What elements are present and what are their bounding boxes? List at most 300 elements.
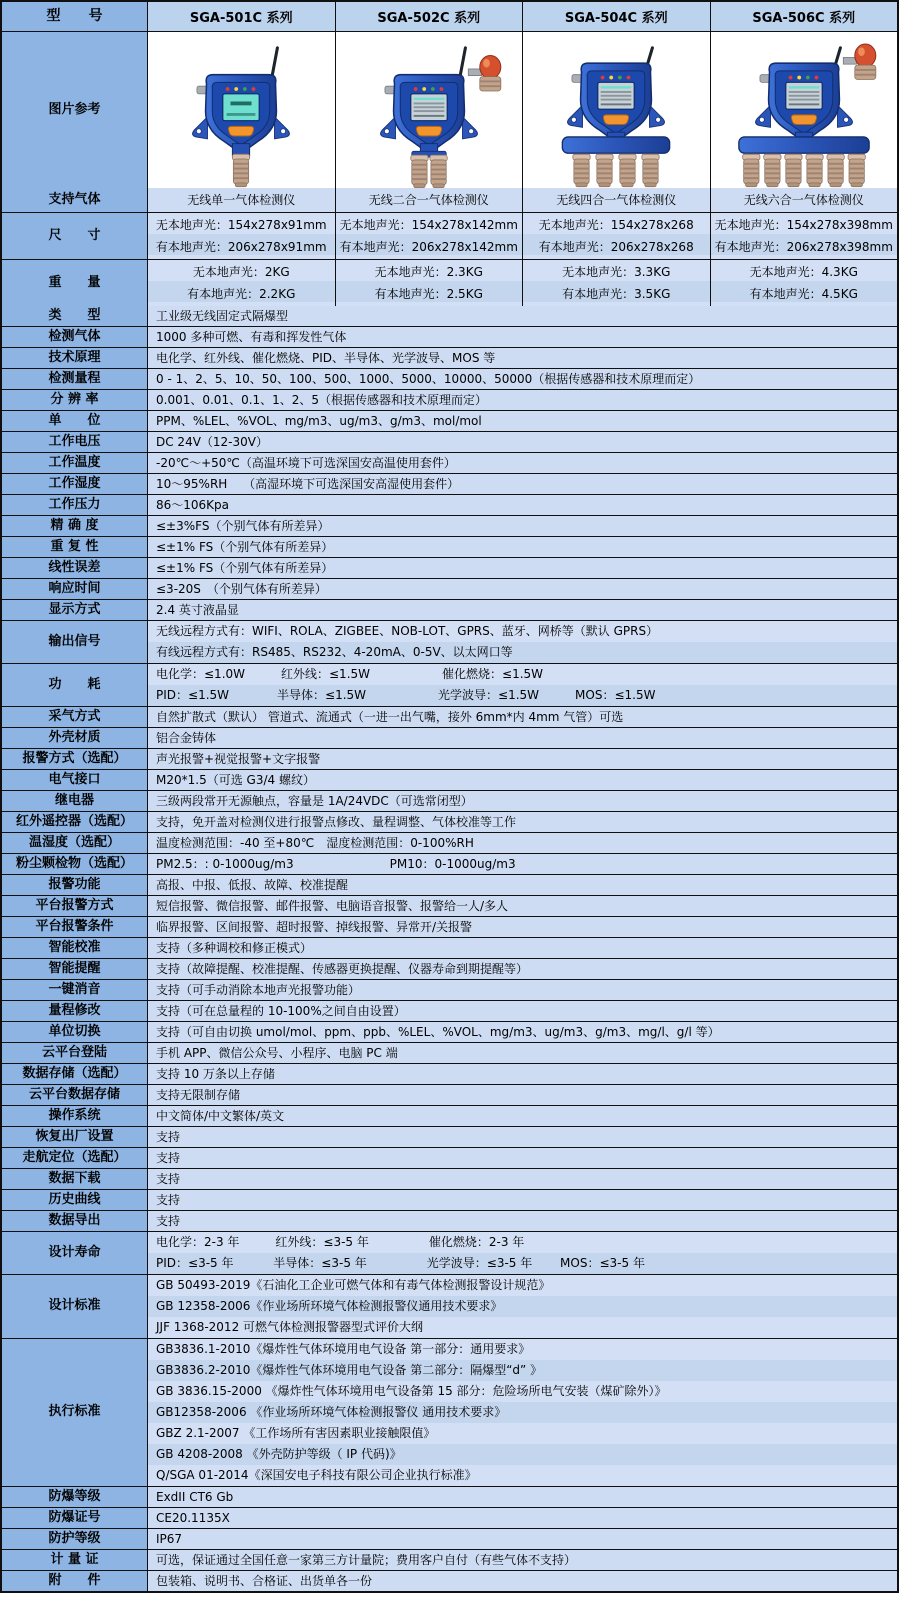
spec-value-cell: [148, 917, 897, 937]
detector-illustration: [338, 38, 520, 188]
led-dot: [235, 87, 239, 91]
spec-value-cell: [148, 369, 897, 389]
spec-row-label: 操作系统: [2, 1106, 148, 1126]
spec-row: [2, 1105, 897, 1126]
spec-value-line: GB3836.2-2010《爆炸性气体环境用电气设备 第二部分：隔爆型“d” 》: [156, 1363, 543, 1377]
product-value-line: 有本地声光：2.2KG: [187, 287, 296, 301]
product-value-line: 无本地声光：3.3KG: [562, 265, 671, 279]
spec-row-label: 云平台数据存储: [2, 1085, 148, 1105]
model-header-cell: SGA-501C 系列: [148, 2, 336, 31]
spec-value-cell: [148, 1106, 897, 1126]
spec-value-cell: [148, 516, 897, 536]
spec-row-label: 重 复 性: [2, 537, 148, 557]
spec-value-cell: [148, 1508, 897, 1528]
spec-value-line: 1000 多种可燃、有毒和挥发性气体: [156, 330, 347, 344]
led-dot: [226, 87, 230, 91]
led-dot: [627, 76, 631, 80]
product-value-line: 有本地声光：206x278x142mm: [339, 240, 518, 254]
spec-value-line: GB12358-2006 《作业场所环境气体检测报警仪 通用技术要求》: [156, 1405, 507, 1419]
spec-row-label: 设计标准: [2, 1275, 148, 1338]
product-image-cells: [148, 32, 897, 188]
spec-row: [2, 473, 897, 494]
product-rows-container: [2, 188, 897, 306]
spec-value-line: GB3836.1-2010《爆炸性气体环境用电气设备 第一部分：通用要求》: [156, 1342, 531, 1356]
product-value-line: 无线六合一气体检测仪: [743, 193, 864, 207]
spec-row-label: 显示方式: [2, 600, 148, 620]
sensor-cylinder: [806, 154, 823, 187]
product-row-values: [148, 188, 897, 212]
led-dot: [797, 76, 801, 80]
spec-value-cell: [148, 327, 897, 347]
spec-value-line: 电化学：2-3 年 红外线：≤3-5 年 催化燃烧：2-3 年: [156, 1235, 525, 1249]
product-value-cell: [711, 260, 898, 306]
spec-value-cell: [148, 1148, 897, 1168]
spec-row: [2, 1338, 897, 1486]
spec-row: [2, 874, 897, 895]
spec-row: [2, 1084, 897, 1105]
led-dot: [788, 76, 792, 80]
alarm-button: [229, 126, 254, 136]
spec-row-label: 恢复出厂设置: [2, 1127, 148, 1147]
spec-row: [2, 958, 897, 979]
spec-row: [2, 790, 897, 811]
spec-row-label: 平台报警条件: [2, 917, 148, 937]
spec-value-line: 高报、中报、低报、故障、校准提醒: [156, 878, 349, 892]
product-value-cell: [148, 213, 336, 259]
spec-value-cell: [148, 348, 897, 368]
product-value-line: 有本地声光：206x278x91mm: [155, 240, 327, 254]
spec-value-cell: [148, 453, 897, 473]
product-image-cell-sga-501c: [148, 32, 336, 188]
spec-row: [2, 748, 897, 769]
product-value-cell: [523, 213, 711, 259]
model-header-cell: SGA-502C 系列: [336, 2, 524, 31]
spec-value-cell: [148, 474, 897, 494]
spec-value-line: Q/SGA 01-2014《深国安电子科技有限公司企业执行标准》: [156, 1468, 477, 1482]
model-header-cell: SGA-504C 系列: [523, 2, 711, 31]
spec-row: [2, 832, 897, 853]
spec-value-line: PID：≤1.5W 半导体：≤1.5W 光学波导：≤1.5W MOS：≤1.5W: [156, 688, 656, 702]
spec-row-label: 类 型: [2, 306, 148, 326]
led-dot: [814, 76, 818, 80]
spec-row: [2, 1528, 897, 1549]
spec-row-label: 执行标准: [2, 1339, 148, 1486]
product-value-cell: [711, 213, 898, 259]
spec-row-label: 分 辨 率: [2, 390, 148, 410]
spec-value-line: ExdII CT6 Gb: [156, 1490, 234, 1504]
product-value-line: 有本地声光：206x278x398mm: [714, 240, 893, 254]
spec-value-line: GB 50493-2019《石油化工企业可燃气体和有毒气体检测报警设计规范》: [156, 1278, 551, 1292]
spec-value-cell: [148, 1001, 897, 1021]
spec-value-line: 临界报警、区间报警、超时报警、掉线报警、异常开/关报警: [156, 920, 473, 934]
spec-row-label: 防爆等级: [2, 1487, 148, 1507]
spec-row: [2, 811, 897, 832]
spec-row: [2, 853, 897, 874]
spec-row-label: 历史曲线: [2, 1190, 148, 1210]
sensor-cylinder: [742, 154, 759, 187]
spec-value-cell: [148, 1064, 897, 1084]
spec-value-line: GB 4208-2008 《外壳防护等级（ IP 代码)》: [156, 1447, 402, 1461]
product-value-line: 无本地声光：154x278x91mm: [155, 218, 327, 232]
alarm-button: [604, 115, 629, 125]
spec-value-cell: [148, 1550, 897, 1570]
spec-row: [2, 536, 897, 557]
spec-value-cell: [148, 749, 897, 769]
spec-row: [2, 1231, 897, 1274]
spec-value-cell: [148, 1211, 897, 1231]
product-value-cell: [148, 260, 336, 306]
spec-row: [2, 1000, 897, 1021]
spec-value-line: 支持: [156, 1214, 181, 1228]
spec-value-line: 短信报警、微信报警、邮件报警、电脑语音报警、报警给一人/多人: [156, 899, 509, 913]
spec-value-cell: [148, 938, 897, 958]
spec-value-cell: [148, 600, 897, 620]
spec-value-cell: [148, 812, 897, 832]
spec-value-line: ≤±1% FS（个别气体有所差异）: [156, 540, 334, 554]
product-value-line: 无本地声光：2KG: [192, 265, 290, 279]
spec-value-line: M20*1.5（可选 G3/4 螺纹）: [156, 773, 315, 787]
product-value-cell: [148, 188, 336, 212]
alarm-button: [791, 115, 816, 125]
spec-value-cell: [148, 875, 897, 895]
product-value-cell: [336, 213, 524, 259]
product-image-cell-sga-506c: [711, 32, 898, 188]
product-row-label: 重 量: [2, 260, 148, 306]
spec-value-line: 支持，免开盖对检测仪进行报警点修改、量程调整、气体校准等工作: [156, 815, 517, 829]
spec-value-cell: [148, 1127, 897, 1147]
spec-value-cell: [148, 621, 897, 663]
sensor-cylinder: [596, 154, 613, 187]
manifold-bar: [563, 137, 670, 153]
spec-value-cell: [148, 411, 897, 431]
spec-row: [2, 1210, 897, 1231]
sensor-cylinder: [430, 155, 447, 188]
spec-value-line: DC 24V（12-30V）: [156, 435, 268, 449]
spec-value-line: GB 12358-2006《作业场所环境气体检测报警仪通用技术要求》: [156, 1299, 503, 1313]
product-value-cell: [523, 188, 711, 212]
led-dot: [431, 87, 435, 91]
sensor-cylinder: [848, 154, 865, 187]
spec-row-label: 附 件: [2, 1571, 148, 1591]
spec-value-cell: [148, 833, 897, 853]
spec-value-line: PM2.5：: 0-1000ug/m3 PM10：0-1000ug/m3: [156, 857, 516, 871]
spec-row-label: 外壳材质: [2, 728, 148, 748]
spec-row: [2, 599, 897, 620]
spec-value-line: 包装箱、说明书、合格证、出货单各一份: [156, 1574, 373, 1588]
spec-value-line: GB 3836.15-2000 《爆炸性气体环境用电气设备第 15 部分：危险场所电气安装（煤矿除外）》: [156, 1384, 667, 1398]
product-value-cell: [336, 188, 524, 212]
manifold-bar: [739, 137, 869, 153]
spec-value-line: ≤±3%FS（个别气体有所差异）: [156, 519, 330, 533]
spec-value-line: ≤3-20S （个别气体有所差异）: [156, 582, 327, 596]
spec-row: [2, 347, 897, 368]
product-value-line: 无线四合一气体检测仪: [556, 193, 677, 207]
spec-row-label: 精 确 度: [2, 516, 148, 536]
spec-value-line: 支持（可在总量程的 10-100%之间自由设置）: [156, 1004, 406, 1018]
spec-row-label: 输出信号: [2, 621, 148, 663]
spec-row-label: 量程修改: [2, 1001, 148, 1021]
spec-row: [2, 895, 897, 916]
product-value-line: 有本地声光：3.5KG: [562, 287, 671, 301]
spec-value-cell: [148, 537, 897, 557]
spec-row: [2, 1042, 897, 1063]
spec-value-line: 自然扩散式（默认） 管道式、流通式（一进一出气嘴，接外 6mm*内 4mm 气管）可选: [156, 710, 624, 724]
spec-row-label: 粉尘颗检物（选配）: [2, 854, 148, 874]
spec-row-label: 单位切换: [2, 1022, 148, 1042]
sensor-cylinder: [827, 154, 844, 187]
spec-row-label: 技术原理: [2, 348, 148, 368]
spec-row-label: 报警方式（选配）: [2, 749, 148, 769]
spec-row-label: 一键消音: [2, 980, 148, 1000]
spec-value-line: 支持（可自由切换 umol/mol、ppm、ppb、%LEL、%VOL、mg/m3、ug/m3、g/m3、mg/l、g/l 等）: [156, 1025, 720, 1039]
spec-row-label: 电气接口: [2, 770, 148, 790]
spec-value-line: 可选，保证通过全国任意一家第三方计量院；费用客户自付（有些气体不支持）: [156, 1553, 577, 1567]
spec-row-label: 报警功能: [2, 875, 148, 895]
spec-value-line: 有线远程方式有：RS485、RS232、4-20mA、0-5V、以太网口等: [156, 645, 513, 659]
product-image-cell-sga-504c: [523, 32, 711, 188]
spec-value-cell: [148, 558, 897, 578]
model-header-cells: [148, 2, 897, 31]
spec-row: [2, 557, 897, 578]
spec-value-line: 支持: [156, 1151, 181, 1165]
spec-row-label: 数据导出: [2, 1211, 148, 1231]
spec-value-line: 0 - 1、2、5、10、50、100、500、1000、5000、10000、50000（根据传感器和技术原理而定）: [156, 372, 701, 386]
spec-row: [2, 1147, 897, 1168]
sensor-cylinder: [411, 155, 428, 188]
spec-value-line: 三级两段常开无源触点，容量是 1A/24VDC（可选常闭型）: [156, 794, 473, 808]
sensor-cylinder: [785, 154, 802, 187]
spec-value-cell: [148, 495, 897, 515]
spec-row: [2, 916, 897, 937]
spec-value-cell: [148, 1043, 897, 1063]
model-header-row: [2, 2, 897, 31]
spec-row: [2, 515, 897, 536]
spec-row-label: 工作温度: [2, 453, 148, 473]
spec-value-cell: [148, 1022, 897, 1042]
product-value-line: 无本地声光：154x278x398mm: [714, 218, 893, 232]
spec-row-label: 云平台登陆: [2, 1043, 148, 1063]
spec-value-line: 支持: [156, 1193, 181, 1207]
spec-row-label: 工作电压: [2, 432, 148, 452]
spec-row-label: 数据下载: [2, 1169, 148, 1189]
product-value-cell: [523, 260, 711, 306]
spec-value-cell: [148, 707, 897, 727]
spec-row-label: 温湿度（选配）: [2, 833, 148, 853]
sensor-cylinder: [642, 154, 659, 187]
spec-value-cell: [148, 728, 897, 748]
spec-value-cell: [148, 1487, 897, 1507]
spec-row: [2, 306, 897, 326]
product-row-values: [148, 260, 897, 306]
spec-row: [2, 1274, 897, 1338]
spec-value-line: CE20.1135X: [156, 1511, 230, 1525]
spec-value-line: PID：≤3-5 年 半导体：≤3-5 年 光学波导：≤3-5 年 MOS：≤3-5 年: [156, 1256, 645, 1270]
spec-value-line: 0.001、0.01、0.1、1、2、5（根据传感器和技术原理而定）: [156, 393, 488, 407]
spec-value-line: 支持: [156, 1130, 181, 1144]
spec-value-cell: [148, 1232, 897, 1274]
spec-value-line: ≤±1% FS（个别气体有所差异）: [156, 561, 334, 575]
spec-value-cell: [148, 791, 897, 811]
product-value-line: 无本地声光：4.3KG: [749, 265, 858, 279]
spec-row: [2, 326, 897, 347]
spec-value-cell: [148, 1190, 897, 1210]
spec-value-line: 支持 10 万条以上存储: [156, 1067, 275, 1081]
spec-value-line: 手机 APP、微信公众号、小程序、电脑 PC 端: [156, 1046, 398, 1060]
spec-value-line: 电化学：≤1.0W 红外线：≤1.5W 催化燃烧：≤1.5W: [156, 667, 544, 681]
led-dot: [618, 76, 622, 80]
spec-value-line: 支持: [156, 1172, 181, 1186]
spec-row-label: 走航定位（选配）: [2, 1148, 148, 1168]
spec-row-label: 计 量 证: [2, 1550, 148, 1570]
spec-row: [2, 368, 897, 389]
spec-value-line: 86～106Kpa: [156, 498, 230, 512]
product-value-line: 有本地声光：206x278x268: [538, 240, 694, 254]
spec-row-label: 平台报警方式: [2, 896, 148, 916]
product-value-line: 无本地声光：2.3KG: [374, 265, 483, 279]
spec-value-cell: [148, 1529, 897, 1549]
spec-row-label: 线性误差: [2, 558, 148, 578]
spec-value-line: -20℃～+50℃（高温环境下可选深国安高温使用套件）: [156, 456, 456, 470]
product-value-line: 无本地声光：154x278x268: [538, 218, 694, 232]
detector-illustration: [713, 38, 895, 188]
spec-row-label: 防护等级: [2, 1529, 148, 1549]
spec-value-line: 温度检测范围：-40 至+80℃ 湿度检测范围：0-100%RH: [156, 836, 474, 850]
spec-row-label: 智能提醒: [2, 959, 148, 979]
spec-value-line: GBZ 2.1-2007 《工作场所有害因素职业接触限值》: [156, 1426, 436, 1440]
spec-value-line: 2.4 英寸液晶显: [156, 603, 239, 617]
detector-illustration: [525, 38, 707, 188]
led-dot: [413, 87, 417, 91]
spec-row-label: 智能校准: [2, 938, 148, 958]
spec-row: [2, 1486, 897, 1507]
spec-row-label: 检测气体: [2, 327, 148, 347]
spec-value-cell: [148, 1085, 897, 1105]
led-dot: [806, 76, 810, 80]
spec-value-cell: [148, 1339, 897, 1486]
spec-value-line: 支持（多种调校和修正模式）: [156, 941, 313, 955]
spec-value-cell: [148, 959, 897, 979]
spec-value-line: 支持（可手动消除本地声光报警功能）: [156, 983, 361, 997]
spec-row-label: 单 位: [2, 411, 148, 431]
spec-value-line: 电化学、红外线、催化燃烧、PID、半导体、光学波导、MOS 等: [156, 351, 496, 365]
spec-row: [2, 1570, 897, 1591]
image-row: [2, 31, 897, 188]
spec-row: [2, 727, 897, 748]
model-header-label: 型 号: [2, 2, 148, 31]
spec-row-label: 防爆证号: [2, 1508, 148, 1528]
product-value-line: 无本地声光：154x278x142mm: [339, 218, 518, 232]
spec-row: [2, 1168, 897, 1189]
spec-value-line: 支持无限制存储: [156, 1088, 241, 1102]
led-dot: [439, 87, 443, 91]
spec-row: [2, 937, 897, 958]
spec-row: [2, 1507, 897, 1528]
spec-value-cell: [148, 306, 897, 326]
sensor-cylinder: [573, 154, 590, 187]
spec-row: [2, 452, 897, 473]
spec-row: [2, 494, 897, 515]
spec-value-cell: [148, 1571, 897, 1591]
spec-value-cell: [148, 1275, 897, 1338]
spec-row: [2, 578, 897, 599]
model-header-cell: SGA-506C 系列: [711, 2, 898, 31]
product-image-cell-sga-502c: [336, 32, 524, 188]
spec-value-line: PPM、%LEL、%VOL、mg/m3、ug/m3、g/m3、mol/mol: [156, 414, 482, 428]
spec-value-cell: [148, 896, 897, 916]
led-dot: [601, 76, 605, 80]
product-row: [2, 259, 897, 306]
detector-screen: [223, 94, 259, 121]
spec-value-line: 工业级无线固定式隔爆型: [156, 309, 289, 323]
product-row-label: 支持气体: [2, 188, 148, 212]
spec-value-line: 支持（故障提醒、校准提醒、传感器更换提醒、仪器寿命到期提醒等）: [156, 962, 529, 976]
spec-value-line: 铝合金铸体: [156, 731, 217, 745]
spec-row-label: 检测量程: [2, 369, 148, 389]
spec-row-label: 红外遥控器（选配）: [2, 812, 148, 832]
detector-illustration: [150, 38, 332, 188]
spec-value-cell: [148, 980, 897, 1000]
spec-row: [2, 706, 897, 727]
led-dot: [610, 76, 614, 80]
spec-value-line: 中文简体/中文繁体/英文: [156, 1109, 285, 1123]
product-row: [2, 188, 897, 212]
spec-row: [2, 389, 897, 410]
spec-row: [2, 769, 897, 790]
spec-rows-container: [2, 306, 897, 1591]
spec-row: [2, 1126, 897, 1147]
sensor-cylinder: [619, 154, 636, 187]
spec-row-label: 响应时间: [2, 579, 148, 599]
product-value-cell: [336, 260, 524, 306]
product-row-label: 尺 寸: [2, 213, 148, 259]
product-value-line: 有本地声光：2.5KG: [374, 287, 483, 301]
spec-row: [2, 979, 897, 1000]
spec-row-label: 采气方式: [2, 707, 148, 727]
spec-row: [2, 663, 897, 706]
spec-row: [2, 620, 897, 663]
spec-value-line: JJF 1368-2012 可燃气体检测报警器型式评价大纲: [156, 1320, 424, 1334]
sensor-cylinder: [764, 154, 781, 187]
spec-value-line: 10～95%RH （高湿环境下可选深国安高湿使用套件）: [156, 477, 460, 491]
spec-value-cell: [148, 390, 897, 410]
product-row-values: [148, 213, 897, 259]
product-value-line: 无线二合一气体检测仪: [368, 193, 489, 207]
spec-row-label: 继电器: [2, 791, 148, 811]
product-value-cell: [711, 188, 898, 212]
image-row-label: 图片参考: [2, 32, 148, 188]
spec-row: [2, 1021, 897, 1042]
spec-value-cell: [148, 664, 897, 706]
spec-value-line: 无线远程方式有：WIFI、ROLA、ZIGBEE、NOB-LOT、GPRS、蓝牙、网桥等（默认 GPRS）: [156, 624, 659, 638]
spec-row-label: 设计寿命: [2, 1232, 148, 1274]
product-value-line: 有本地声光：4.5KG: [749, 287, 858, 301]
spec-row: [2, 1189, 897, 1210]
spec-row: [2, 1063, 897, 1084]
spec-value-line: IP67: [156, 1532, 183, 1546]
product-row: [2, 212, 897, 259]
spec-row: [2, 431, 897, 452]
spec-value-cell: [148, 854, 897, 874]
spec-value-cell: [148, 432, 897, 452]
spec-value-cell: [148, 1169, 897, 1189]
spec-row: [2, 410, 897, 431]
spec-row-label: 工作湿度: [2, 474, 148, 494]
led-dot: [243, 87, 247, 91]
led-dot: [422, 87, 426, 91]
spec-value-cell: [148, 770, 897, 790]
spec-value-line: 声光报警+视觉报警+文字报警: [156, 752, 321, 766]
spec-row: [2, 1549, 897, 1570]
